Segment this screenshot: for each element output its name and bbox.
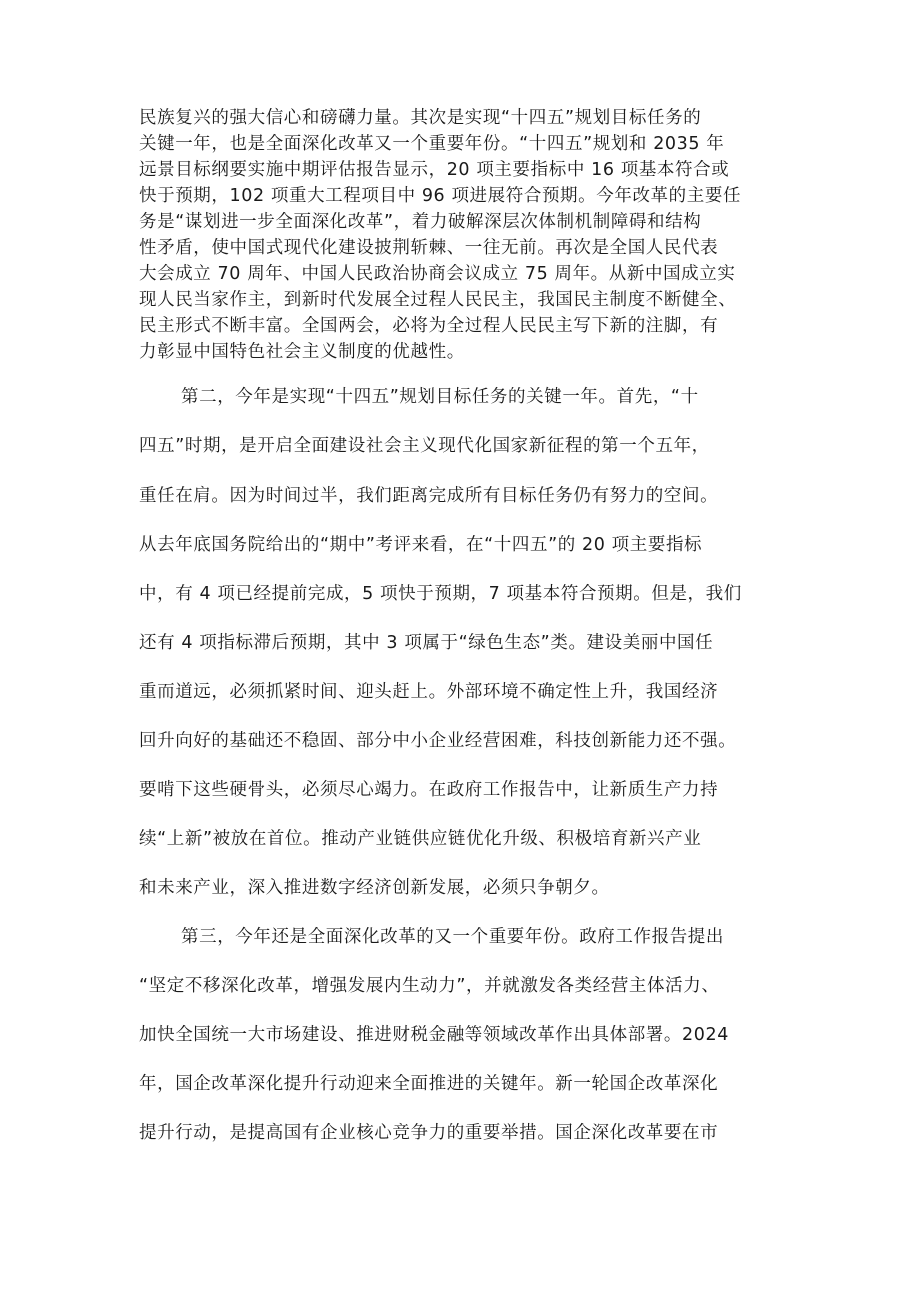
paragraph-line: 回升向好的基础还不稳固、部分中小企业经营困难，科技创新能力还不强。 — [139, 731, 737, 751]
paragraph-line: 续“上新”被放在首位。推动产业链供应链优化升级、积极培育新兴产业 — [139, 829, 702, 849]
paragraph-line: 重而道远，必须抓紧时间、迎头赶上。外部环境不确定性上升，我国经济 — [139, 682, 719, 702]
paragraph-line: 关键一年，也是全面深化改革又一个重要年份。“十四五”规划和 2035 年 — [139, 134, 725, 154]
paragraph-line: 性矛盾，使中国式现代化建设披荆斩棘、一往无前。再次是全国人民代表 — [139, 238, 719, 258]
paragraph-line: 重任在肩。因为时间过半，我们距离完成所有目标任务仍有努力的空间。 — [139, 486, 719, 506]
paragraph-line: 从去年底国务院给出的“期中”考评来看，在“十四五”的 20 项主要指标 — [139, 535, 703, 555]
paragraph-line: “坚定不移深化改革，增强发展内生动力”，并就激发各类经营主体活力、 — [139, 976, 720, 996]
paragraph-line: 快于预期，102 项重大工程项目中 96 项进展符合预期。今年改革的主要任 — [139, 186, 742, 206]
paragraph-line: 力彰显中国特色社会主义制度的优越性。 — [139, 342, 465, 362]
paragraph-line: 务是“谋划进一步全面深化改革”，着力破解深层次体制机制障碍和结构 — [139, 212, 702, 232]
paragraph-line: 要啃下这些硬骨头，必须尽心竭力。在政府工作报告中，让新质生产力持 — [139, 780, 719, 800]
paragraph-line: 和未来产业，深入推进数字经济创新发展，必须只争朝夕。 — [139, 878, 610, 898]
paragraph-line: 第二，今年是实现“十四五”规划目标任务的关键一年。首先，“十 — [181, 387, 699, 407]
paragraph-line: 远景目标纲要实施中期评估报告显示，20 项主要指标中 16 项基本符合或 — [139, 160, 730, 180]
paragraph-line: 年，国企改革深化提升行动迎来全面推进的关键年。新一轮国企改革深化 — [139, 1074, 719, 1094]
paragraph-line: 大会成立 70 周年、中国人民政治协商会议成立 75 周年。从新中国成立实 — [139, 264, 736, 284]
paragraph-line: 民族复兴的强大信心和磅礴力量。其次是实现“十四五”规划目标任务的 — [139, 108, 702, 128]
paragraph-line: 中，有 4 项已经提前完成，5 项快于预期，7 项基本符合预期。但是，我们 — [139, 584, 742, 604]
paragraph-line: 第三，今年还是全面深化改革的又一个重要年份。政府工作报告提出 — [181, 927, 724, 947]
paragraph-line: 四五”时期，是开启全面建设社会主义现代化国家新征程的第一个五年， — [139, 436, 710, 456]
paragraph-line: 民主形式不断丰富。全国两会，必将为全过程人民民主写下新的注脚，有 — [139, 316, 719, 336]
paragraph-line: 提升行动，是提高国有企业核心竞争力的重要举措。国企深化改革要在市 — [139, 1123, 719, 1143]
paragraph-line: 现人民当家作主，到新时代发展全过程人民民主，我国民主制度不断健全、 — [139, 290, 737, 310]
paragraph-line: 加快全国统一大市场建设、推进财税金融等领域改革作出具体部署。2024 — [139, 1025, 729, 1045]
paragraph-line: 还有 4 项指标滞后预期，其中 3 项属于“绿色生态”类。建设美丽中国任 — [139, 633, 714, 653]
